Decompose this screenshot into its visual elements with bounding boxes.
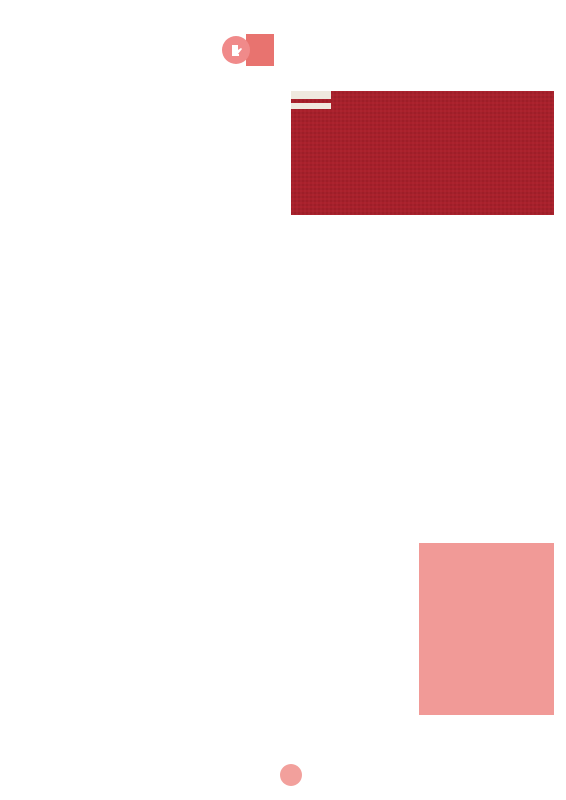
mitten-icon <box>222 36 250 64</box>
column-2 <box>177 100 287 108</box>
designer-panel <box>419 543 554 715</box>
section-banner <box>222 34 274 66</box>
column-1 <box>60 88 170 96</box>
column-4 <box>413 226 531 234</box>
page-number <box>280 764 302 786</box>
column-3 <box>295 226 407 234</box>
section-title <box>246 34 274 66</box>
stocking-photo <box>291 91 554 215</box>
